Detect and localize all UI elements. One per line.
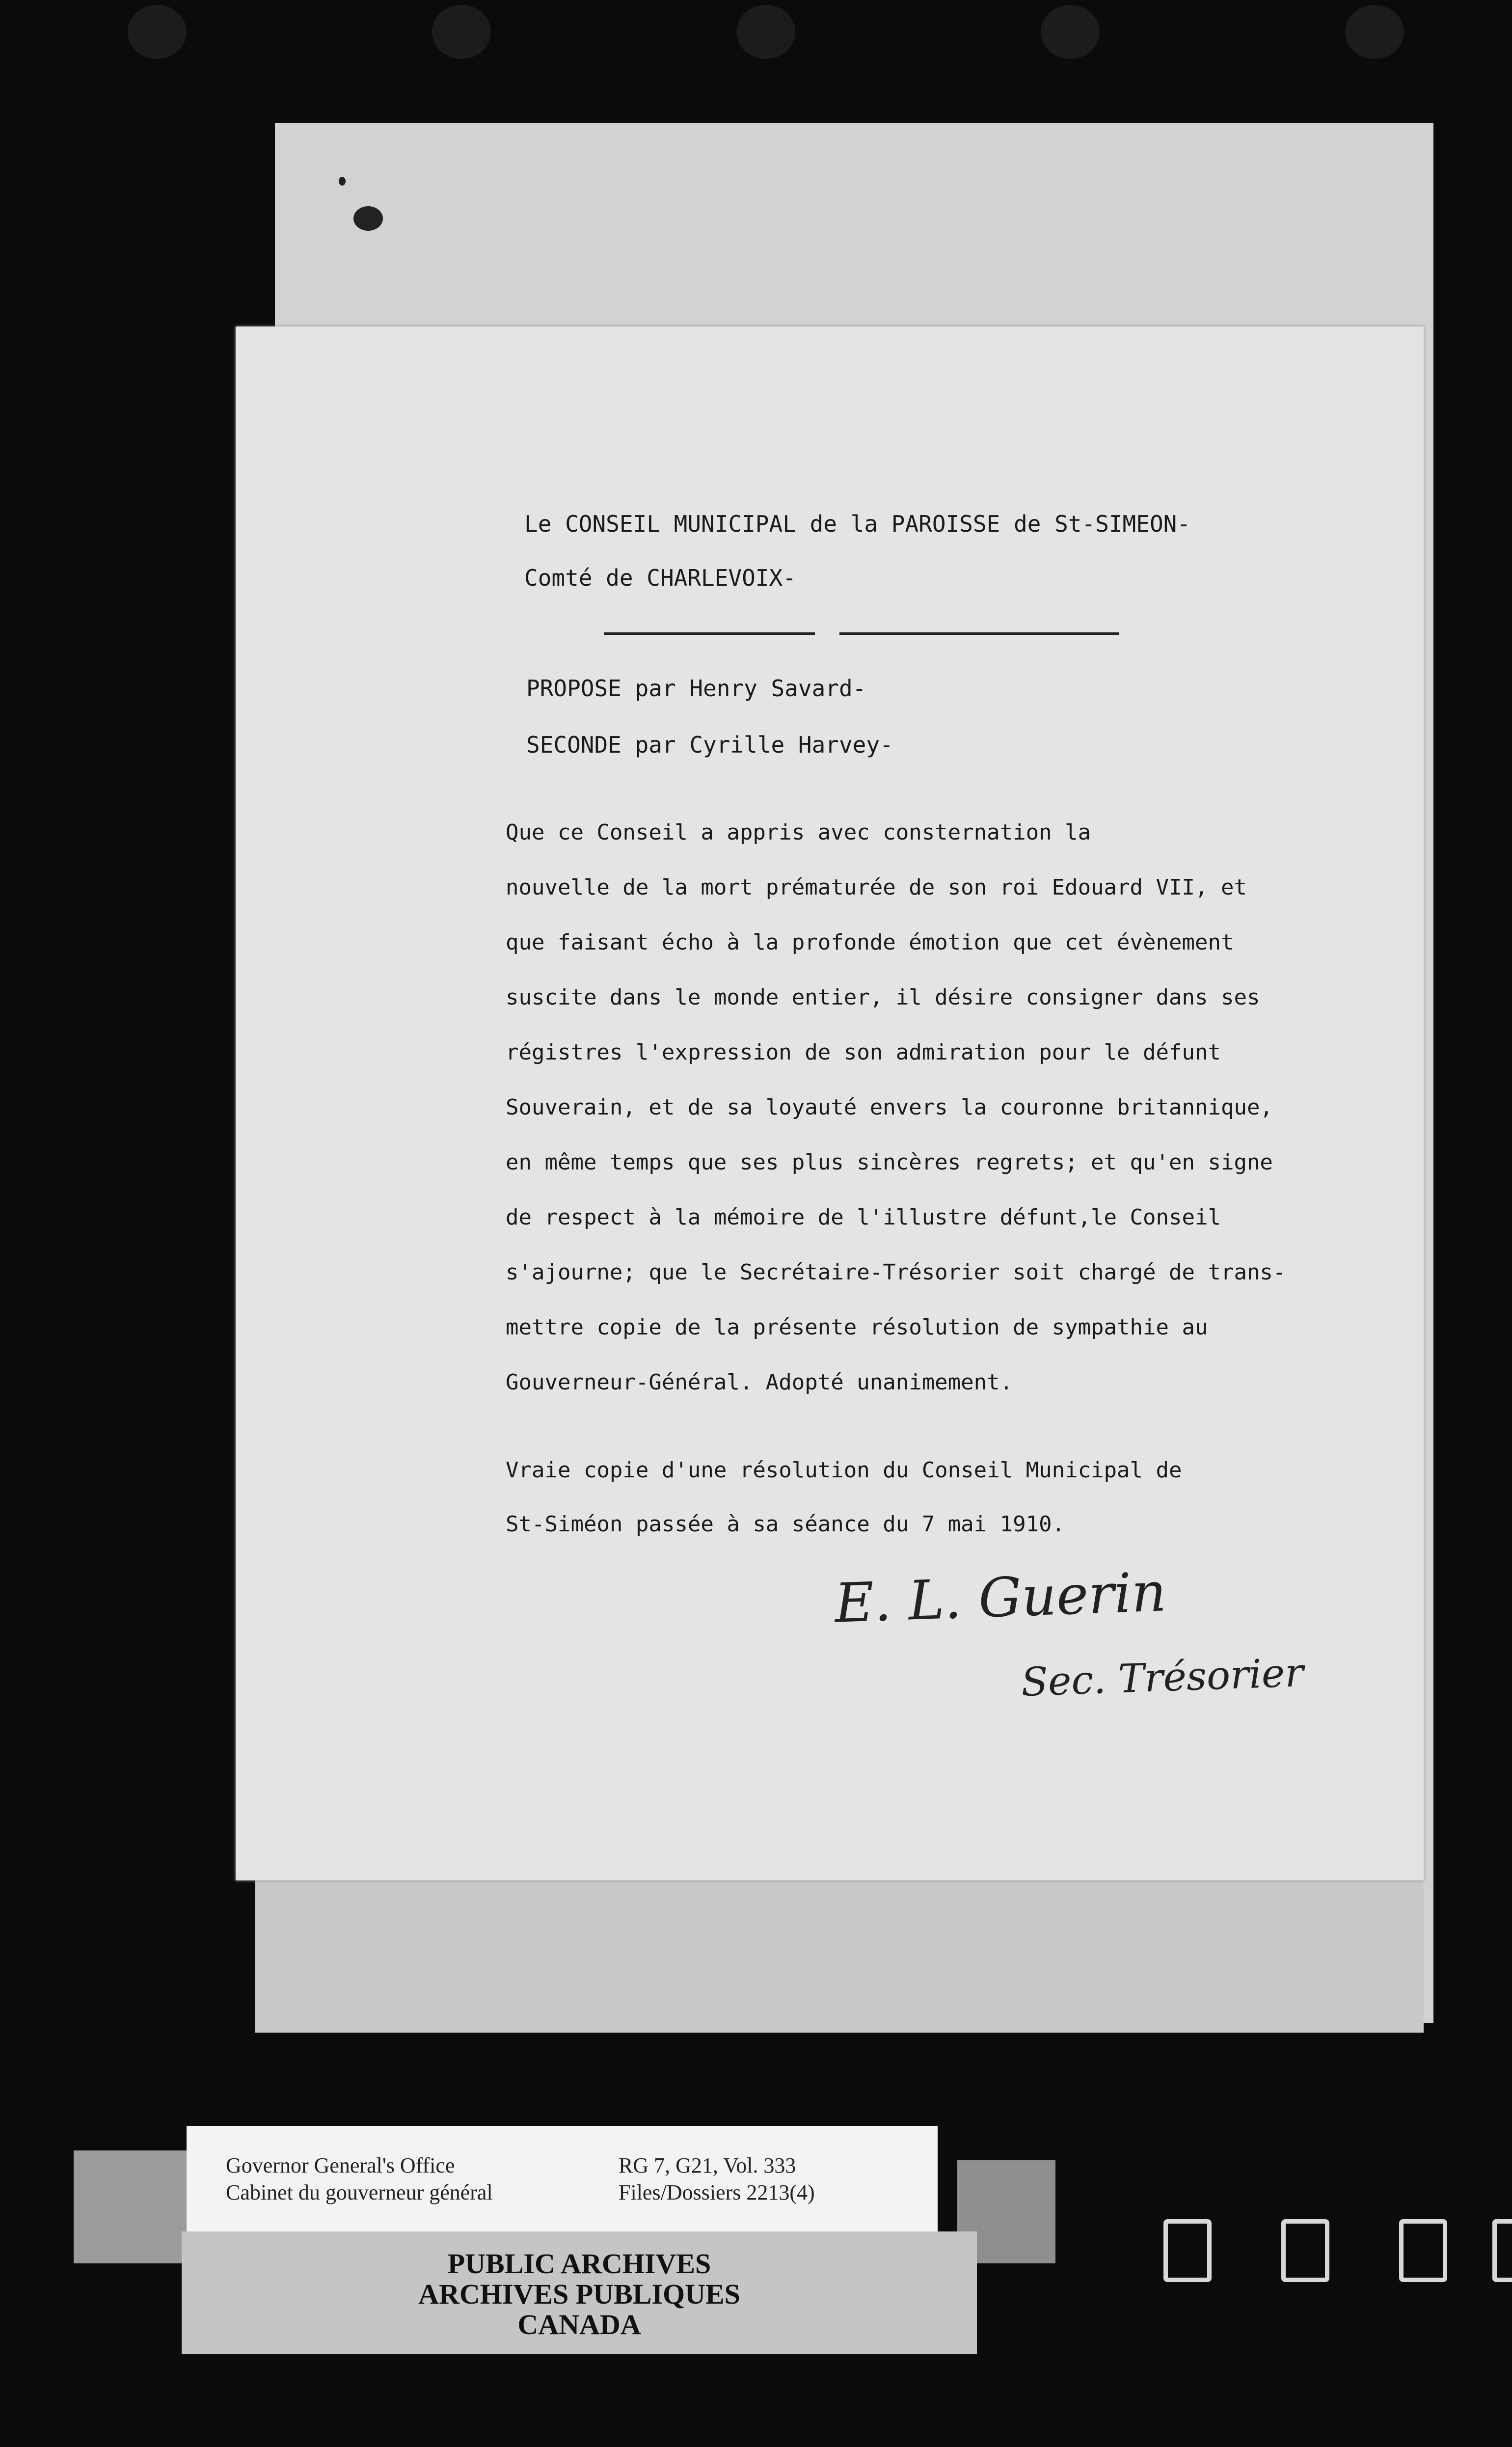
- stamp-line: CANADA: [517, 2309, 641, 2340]
- resolution-line: que faisant écho à la profonde émotion que cet évènement: [506, 930, 1234, 955]
- public-archives-stamp: [182, 2231, 977, 2354]
- resolution-line: s'ajourne; que le Secrétaire-Trésorier soit chargé de trans-: [506, 1260, 1286, 1285]
- frame-counter-digit: [1281, 2219, 1329, 2282]
- label-backing: [74, 2150, 196, 2263]
- film-hole: [432, 5, 491, 59]
- divider-line: [604, 632, 815, 635]
- council-header: Le CONSEIL MUNICIPAL de la PAROISSE de St-SIMEON-: [524, 511, 1191, 537]
- resolution-line: Souverain, et de sa loyauté envers la couronne britannique,: [506, 1095, 1273, 1120]
- paper-mark: [353, 206, 383, 231]
- backing-sheet-bottom: [255, 1880, 1424, 2033]
- seconded-by: SECONDE par Cyrille Harvey-: [526, 732, 893, 758]
- film-hole: [736, 5, 795, 59]
- certification-line: Vraie copie d'une résolution du Conseil Municipal de: [506, 1458, 1182, 1483]
- certification-text: [506, 1443, 1182, 1551]
- archive-reference-label: [187, 2126, 938, 2231]
- frame-counter-digit: [1399, 2219, 1447, 2282]
- resolution-line: en même temps que ses plus sincères regrets; et qu'en signe: [506, 1150, 1273, 1175]
- office-french: Cabinet du gouverneur général: [226, 2180, 493, 2204]
- frame-counter-digit: [1492, 2219, 1512, 2282]
- divider-line: [839, 632, 1119, 635]
- film-hole: [1041, 5, 1100, 59]
- record-group-reference: RG 7, G21, Vol. 333: [619, 2153, 796, 2177]
- signature-title: Sec. Trésorier: [1020, 1649, 1304, 1706]
- film-edge: [0, 0, 1512, 79]
- resolution-text: [506, 805, 1370, 1410]
- signature-name: E. L. Guerin: [833, 1560, 1167, 1635]
- proposed-by: PROPOSE par Henry Savard-: [526, 675, 866, 702]
- county-header: Comté de CHARLEVOIX-: [524, 565, 796, 591]
- resolution-line: mettre copie de la présente résolution de sympathie au: [506, 1315, 1208, 1340]
- stamp-line: PUBLIC ARCHIVES: [447, 2248, 711, 2280]
- file-reference: Files/Dossiers 2213(4): [619, 2180, 815, 2204]
- frame-counter-digit: [1163, 2219, 1212, 2282]
- film-hole: [128, 5, 187, 59]
- resolution-line: Que ce Conseil a appris avec consternation la: [506, 820, 1091, 845]
- certification-line: St-Siméon passée à sa séance du 7 mai 1910.: [506, 1512, 1065, 1537]
- resolution-line: nouvelle de la mort prématurée de son roi Edouard VII, et: [506, 875, 1247, 900]
- resolution-line: Gouverneur-Général. Adopté unanimement.: [506, 1370, 1013, 1395]
- stamp-line: ARCHIVES PUBLIQUES: [418, 2278, 740, 2310]
- office-english: Governor General's Office: [226, 2153, 455, 2177]
- resolution-line: de respect à la mémoire de l'illustre défunt,le Conseil: [506, 1205, 1221, 1230]
- resolution-line: suscite dans le monde entier, il désire consigner dans ses: [506, 985, 1260, 1010]
- resolution-line: régistres l'expression de son admiration pour le défunt: [506, 1040, 1221, 1065]
- film-hole: [1345, 5, 1404, 59]
- paper-mark: [339, 177, 346, 186]
